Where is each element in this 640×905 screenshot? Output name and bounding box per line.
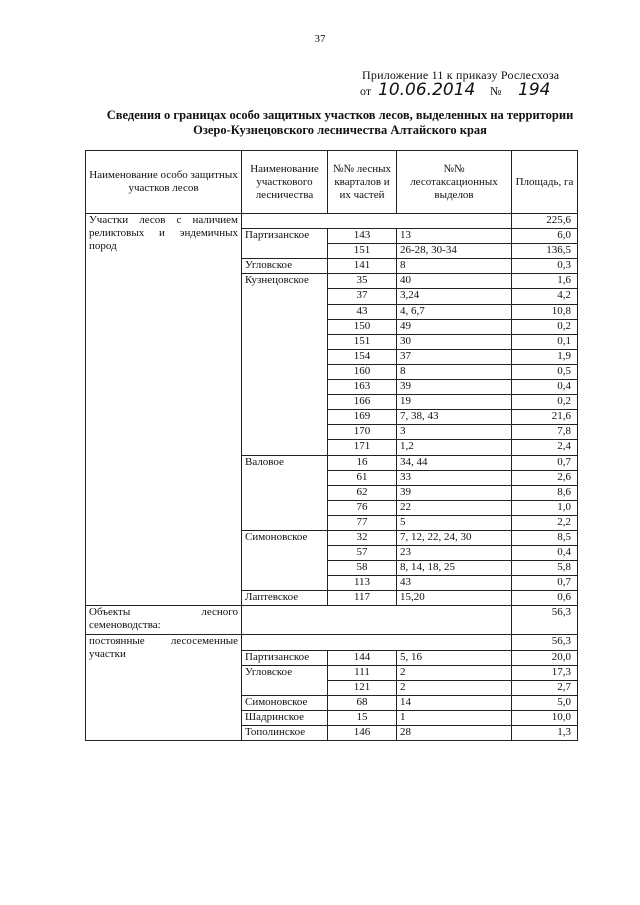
group-seed-span (242, 606, 512, 635)
group-relict-name: Участки лесов с наличием реликтовых и эндемичных пород (86, 214, 242, 606)
table-cell-quarter: 170 (328, 425, 397, 440)
table-cell-area: 0,1 (512, 334, 578, 349)
table-cell-quarter: 169 (328, 410, 397, 425)
table-cell-district: Валовое (242, 455, 328, 530)
table-cell-quarter: 154 (328, 349, 397, 364)
table-cell-area: 2,2 (512, 515, 578, 530)
table-cell-district: Тополинское (242, 726, 328, 741)
table-cell-quarter: 37 (328, 289, 397, 304)
table-cell-area: 8,6 (512, 485, 578, 500)
table-cell-allotments: 19 (397, 395, 512, 410)
header-allotments: №№ лесотаксационных выделов (397, 151, 512, 214)
table-cell-allotments: 40 (397, 274, 512, 289)
table-cell-area: 5,0 (512, 695, 578, 710)
table-cell-quarter: 62 (328, 485, 397, 500)
table-cell-area: 17,3 (512, 665, 578, 680)
document-title (40, 108, 640, 138)
table-cell-district: Кузнецовское (242, 274, 328, 455)
table-cell-area: 0,3 (512, 259, 578, 274)
table-cell-quarter: 163 (328, 380, 397, 395)
table-cell-area: 10,0 (512, 710, 578, 725)
table-cell-quarter: 15 (328, 710, 397, 725)
table-cell-quarter: 166 (328, 395, 397, 410)
table-cell-quarter: 150 (328, 319, 397, 334)
group-seed-subname: постоянные лесосеменные участки (86, 635, 242, 741)
table-cell-allotments: 4, 6,7 (397, 304, 512, 319)
table-cell-quarter: 113 (328, 576, 397, 591)
table-cell-allotments: 28 (397, 726, 512, 741)
table-cell-allotments: 33 (397, 470, 512, 485)
table-cell-quarter: 16 (328, 455, 397, 470)
table-cell-allotments: 13 (397, 229, 512, 244)
table-cell-quarter: 144 (328, 650, 397, 665)
table-cell-allotments: 23 (397, 546, 512, 561)
table-cell-district: Партизанское (242, 650, 328, 665)
order-line (360, 80, 551, 100)
table-cell-area: 0,5 (512, 364, 578, 379)
table-cell-area: 1,9 (512, 349, 578, 364)
order-number: 194 (518, 80, 551, 100)
table-cell-area: 0,4 (512, 546, 578, 561)
table-cell-quarter: 121 (328, 680, 397, 695)
table-cell-allotments: 2 (397, 680, 512, 695)
table-cell-quarter: 61 (328, 470, 397, 485)
table-cell-allotments: 7, 12, 22, 24, 30 (397, 530, 512, 545)
order-date: 10.06.2014 (378, 80, 476, 100)
group-seed-sub-span (242, 635, 512, 650)
table-cell-area: 0,6 (512, 591, 578, 606)
table-cell-quarter: 143 (328, 229, 397, 244)
table-cell-area: 1,6 (512, 274, 578, 289)
table-cell-quarter: 160 (328, 364, 397, 379)
group-seed-name: Объекты лесного семеноводства: (86, 606, 242, 635)
table-cell-area: 5,8 (512, 561, 578, 576)
table-cell-quarter: 43 (328, 304, 397, 319)
header-quarters: №№ лесных кварталов и их частей (328, 151, 397, 214)
table-cell-district: Симоновское (242, 695, 328, 710)
table-cell-allotments: 26-28, 30-34 (397, 244, 512, 259)
table-cell-allotments: 37 (397, 349, 512, 364)
table-cell-area: 136,5 (512, 244, 578, 259)
group-seed-sub-total: 56,3 (512, 635, 578, 650)
table-cell-district: Угловское (242, 259, 328, 274)
table-cell-area: 2,7 (512, 680, 578, 695)
table-cell-allotments: 34, 44 (397, 455, 512, 470)
table-cell-quarter: 111 (328, 665, 397, 680)
table-cell-quarter: 77 (328, 515, 397, 530)
table-cell-area: 0,4 (512, 380, 578, 395)
table-cell-allotments: 1,2 (397, 440, 512, 455)
table-cell-area: 8,5 (512, 530, 578, 545)
title-line-2: Озеро-Кузнецовского лесничества Алтайского края (193, 123, 487, 137)
header-area: Площадь, га (512, 151, 578, 214)
table-cell-quarter: 57 (328, 546, 397, 561)
table-cell-allotments: 8 (397, 364, 512, 379)
table-cell-allotments: 5 (397, 515, 512, 530)
order-prefix: от (360, 84, 372, 98)
table-cell-quarter: 76 (328, 500, 397, 515)
table-cell-allotments: 39 (397, 380, 512, 395)
table-cell-area: 4,2 (512, 289, 578, 304)
table-cell-area: 0,7 (512, 576, 578, 591)
group-relict-total: 225,6 (512, 214, 578, 229)
title-line-1: Сведения о границах особо защитных участков лесов, выделенных на территории (106, 108, 574, 122)
table-cell-allotments: 43 (397, 576, 512, 591)
table-cell-district: Шадринское (242, 710, 328, 725)
table-cell-district: Партизанское (242, 229, 328, 259)
table-cell-allotments: 5, 16 (397, 650, 512, 665)
table-cell-allotments: 8 (397, 259, 512, 274)
appendix-note: Приложение 11 к приказу Рослесхоза (362, 68, 560, 82)
table-cell-area: 20,0 (512, 650, 578, 665)
table-cell-allotments: 39 (397, 485, 512, 500)
forest-plots-table (85, 150, 578, 741)
table-cell-area: 0,2 (512, 319, 578, 334)
table-cell-quarter: 117 (328, 591, 397, 606)
table-cell-area: 7,8 (512, 425, 578, 440)
table-cell-allotments: 3 (397, 425, 512, 440)
table-cell-area: 10,8 (512, 304, 578, 319)
header-name: Наименование особо защитных участков лесов (86, 151, 242, 214)
table-cell-allotments: 8, 14, 18, 25 (397, 561, 512, 576)
table-cell-quarter: 68 (328, 695, 397, 710)
table-cell-area: 2,6 (512, 470, 578, 485)
table-cell-area: 1,0 (512, 500, 578, 515)
table-cell-district: Лаптевское (242, 591, 328, 606)
table-cell-area: 1,3 (512, 726, 578, 741)
table-cell-allotments: 7, 38, 43 (397, 410, 512, 425)
table-cell-quarter: 151 (328, 244, 397, 259)
table-cell-allotments: 1 (397, 710, 512, 725)
table-cell-quarter: 35 (328, 274, 397, 289)
table-cell-district: Симоновское (242, 530, 328, 590)
table-cell-area: 6,0 (512, 229, 578, 244)
table-cell-allotments: 3,24 (397, 289, 512, 304)
table-cell-allotments: 15,20 (397, 591, 512, 606)
table-cell-quarter: 146 (328, 726, 397, 741)
group-seed-total: 56,3 (512, 606, 578, 635)
table-cell-area: 21,6 (512, 410, 578, 425)
table-cell-allotments: 22 (397, 500, 512, 515)
table-cell-allotments: 14 (397, 695, 512, 710)
page-number: 37 (314, 33, 326, 45)
table-cell-quarter: 171 (328, 440, 397, 455)
table-cell-allotments: 30 (397, 334, 512, 349)
table-cell-quarter: 58 (328, 561, 397, 576)
table-cell-district: Угловское (242, 665, 328, 695)
table-cell-allotments: 49 (397, 319, 512, 334)
order-number-label: № (490, 84, 502, 98)
table-cell-quarter: 32 (328, 530, 397, 545)
header-district: Наименование участкового лесничества (242, 151, 328, 214)
table-cell-area: 0,7 (512, 455, 578, 470)
table-cell-area: 2,4 (512, 440, 578, 455)
table-cell-area: 0,2 (512, 395, 578, 410)
group-relict-span (242, 214, 512, 229)
table-cell-quarter: 141 (328, 259, 397, 274)
table-cell-allotments: 2 (397, 665, 512, 680)
table-cell-quarter: 151 (328, 334, 397, 349)
